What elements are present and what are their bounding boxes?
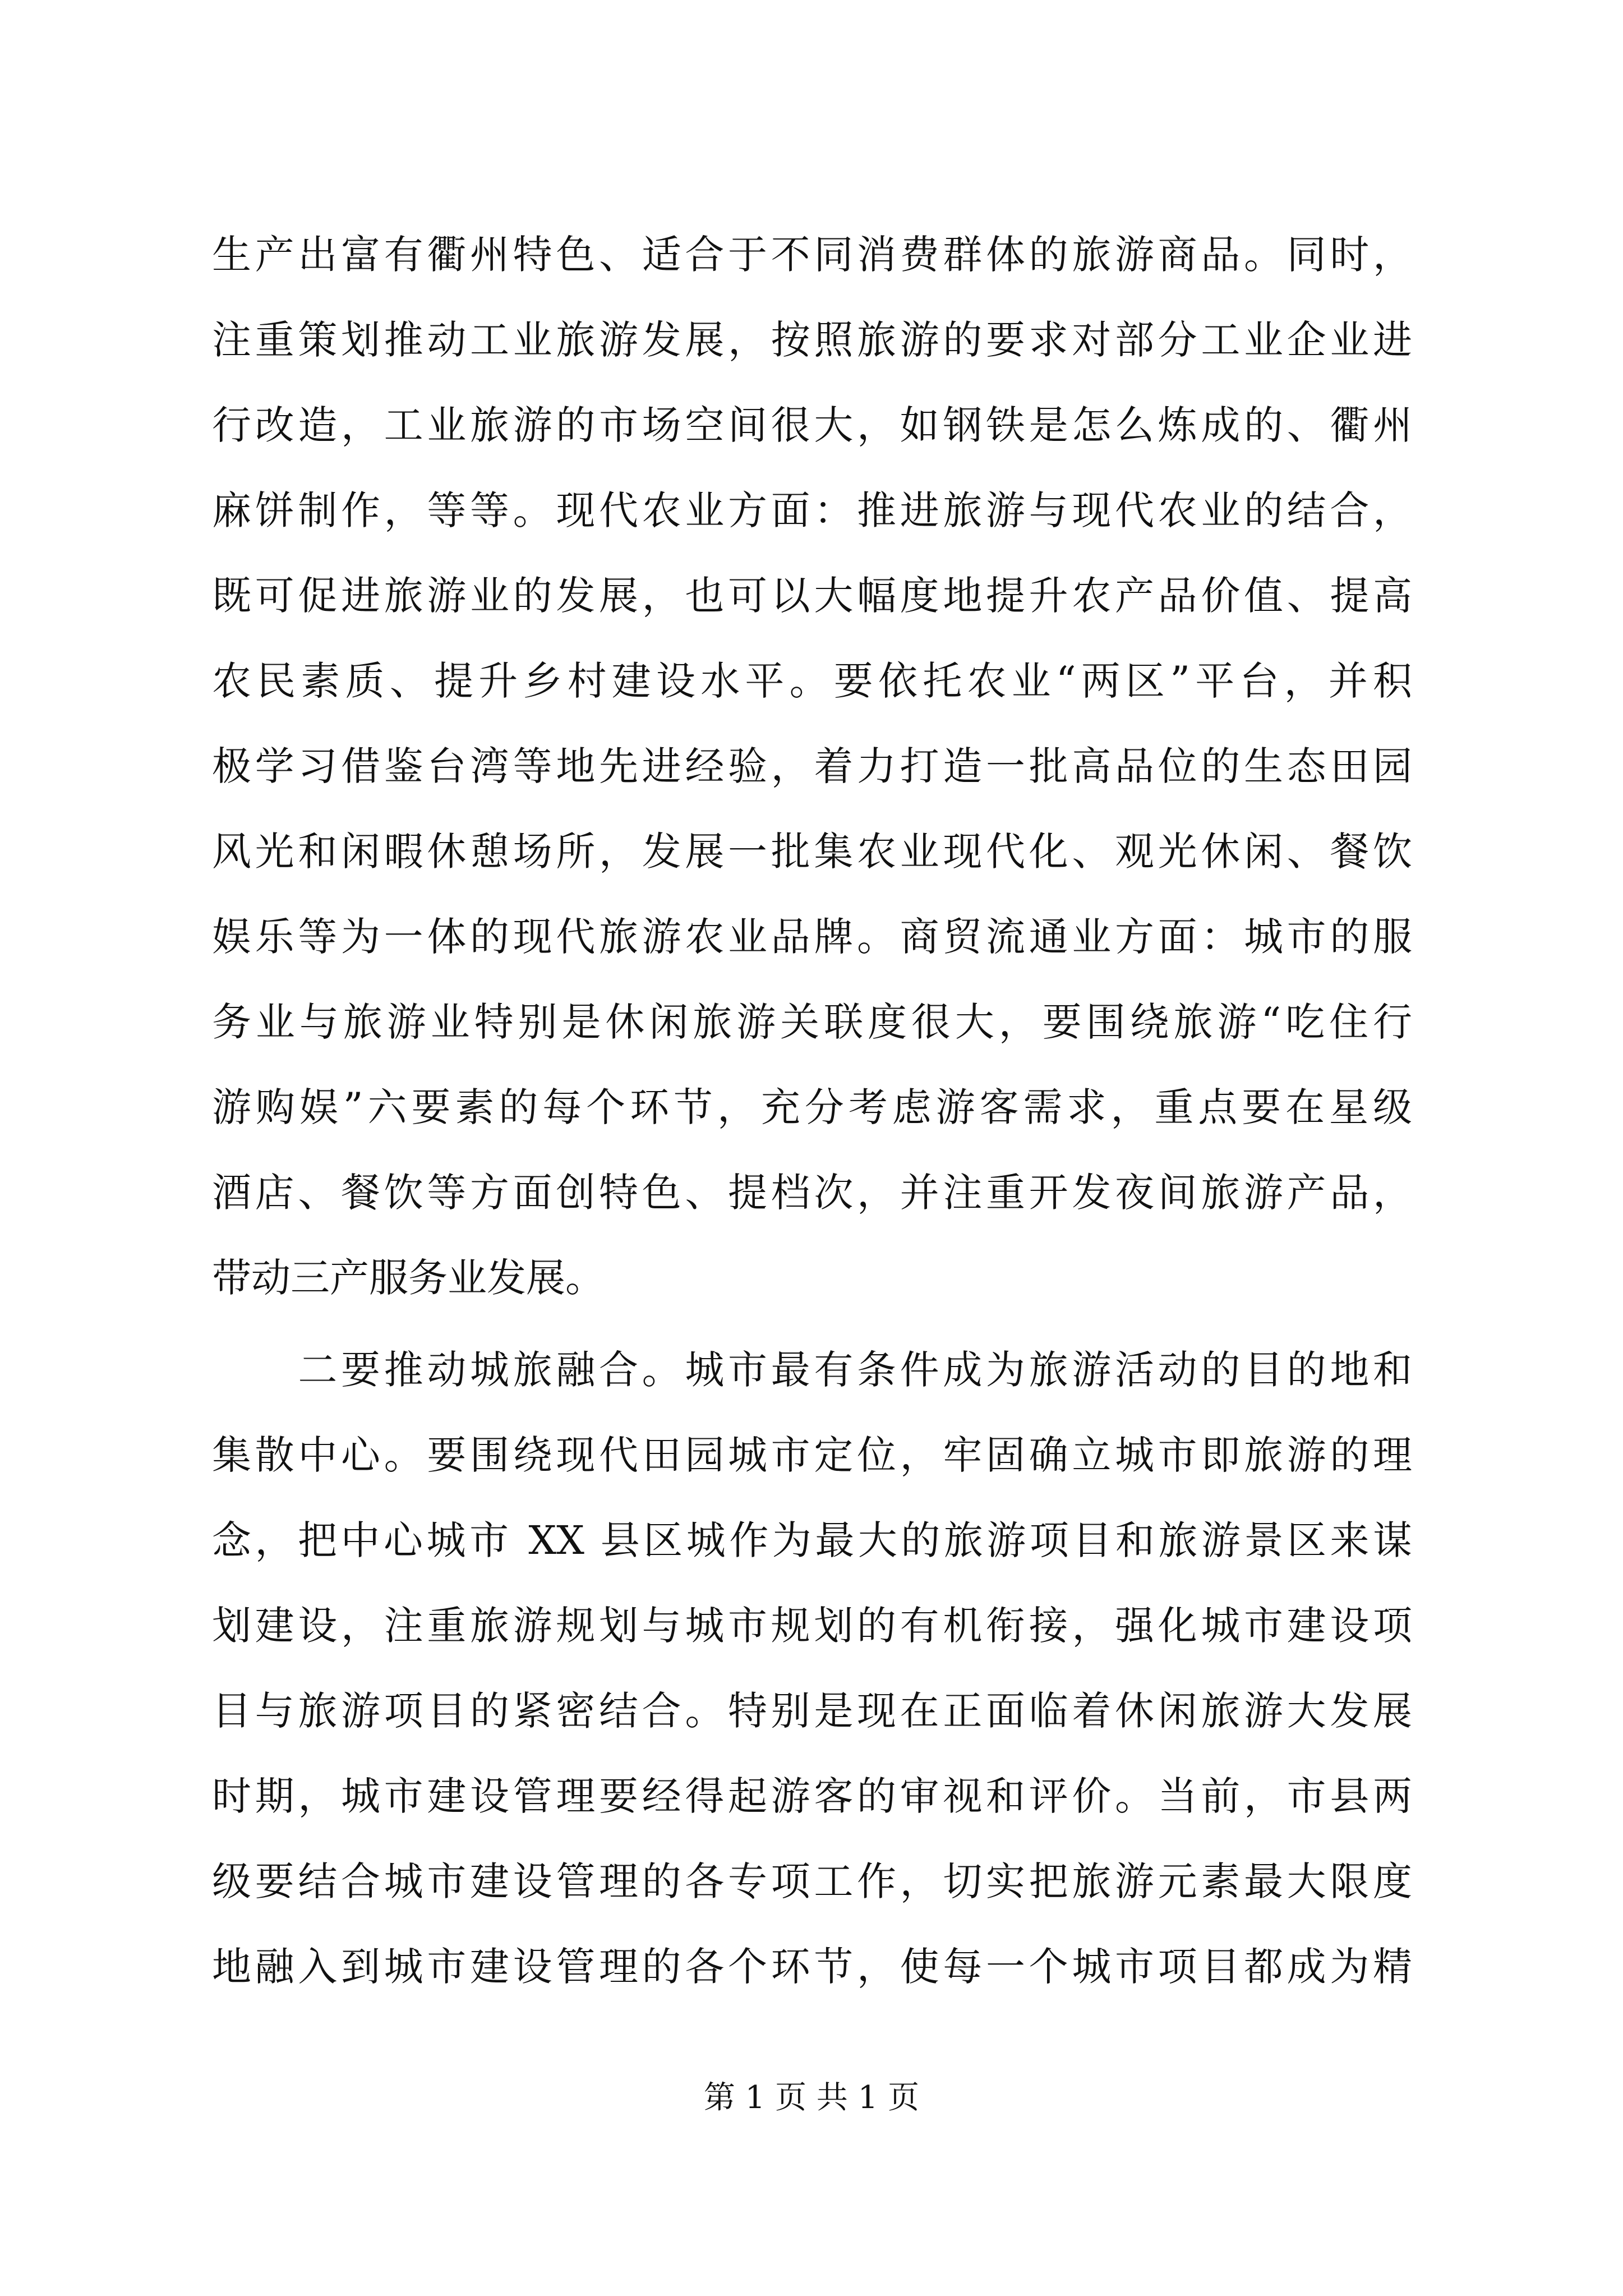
paragraph-line: 游购娱”六要素的每个环节，充分考虑游客需求，重点要在星级 xyxy=(212,1084,1412,1130)
paragraph-line: 既可促进旅游业的发展，也可以大幅度地提升农产品价值、提高 xyxy=(212,573,1412,619)
paragraph-line: 娱乐等为一体的现代旅游农业品牌。商贸流通业方面：城市的服 xyxy=(212,914,1412,960)
paragraph-line: 地融入到城市建设管理的各个环节，使每一个城市项目都成为精 xyxy=(212,1944,1412,1990)
body-text xyxy=(212,212,1412,2009)
paragraph-line: 级要结合城市建设管理的各专项工作，切实把旅游元素最大限度 xyxy=(212,1858,1412,1904)
page-number-footer: 第 1 页 共 1 页 xyxy=(703,2079,920,2116)
paragraph-line: 注重策划推动工业旅游发展，按照旅游的要求对部分工业企业进 xyxy=(212,317,1412,363)
paragraph-line: 酒店、餐饮等方面创特色、提档次，并注重开发夜间旅游产品， xyxy=(212,1170,1412,1216)
paragraph-line: 划建设，注重旅游规划与城市规划的有机衔接，强化城市建设项 xyxy=(212,1603,1412,1649)
paragraph-line: 麻饼制作，等等。现代农业方面：推进旅游与现代农业的结合， xyxy=(212,487,1412,533)
paragraph-line: 极学习借鉴台湾等地先进经验，着力打造一批高品位的生态田园 xyxy=(212,743,1412,789)
paragraph-line: 二要推动城旅融合。城市最有条件成为旅游活动的目的地和 xyxy=(212,1347,1412,1393)
paragraph-line: 风光和闲暇休憩场所，发展一批集农业现代化、观光休闲、餐饮 xyxy=(212,829,1412,875)
paragraph-line: 农民素质、提升乡村建设水平。要依托农业“两区”平台，并积 xyxy=(212,658,1412,704)
paragraph-line: 务业与旅游业特别是休闲旅游关联度很大，要围绕旅游“吃住行 xyxy=(212,999,1412,1045)
paragraph-line: 带动三产服务业发展。 xyxy=(212,1255,605,1301)
paragraph-line: 目与旅游项目的紧密结合。特别是现在正面临着休闲旅游大发展 xyxy=(212,1688,1412,1734)
paragraph-line: 生产出富有衢州特色、适合于不同消费群体的旅游商品。同时， xyxy=(212,232,1412,278)
paragraph-line: 集散中心。要围绕现代田园城市定位，牢固确立城市即旅游的理 xyxy=(212,1432,1412,1478)
paragraph-line: 念，把中心城市 XX 县区城作为最大的旅游项目和旅游景区来谋 xyxy=(212,1517,1412,1563)
paragraph-line: 行改造，工业旅游的市场空间很大，如钢铁是怎么炼成的、衢州 xyxy=(212,402,1412,448)
paragraph-line: 时期，城市建设管理要经得起游客的审视和评价。当前，市县两 xyxy=(212,1773,1412,1819)
